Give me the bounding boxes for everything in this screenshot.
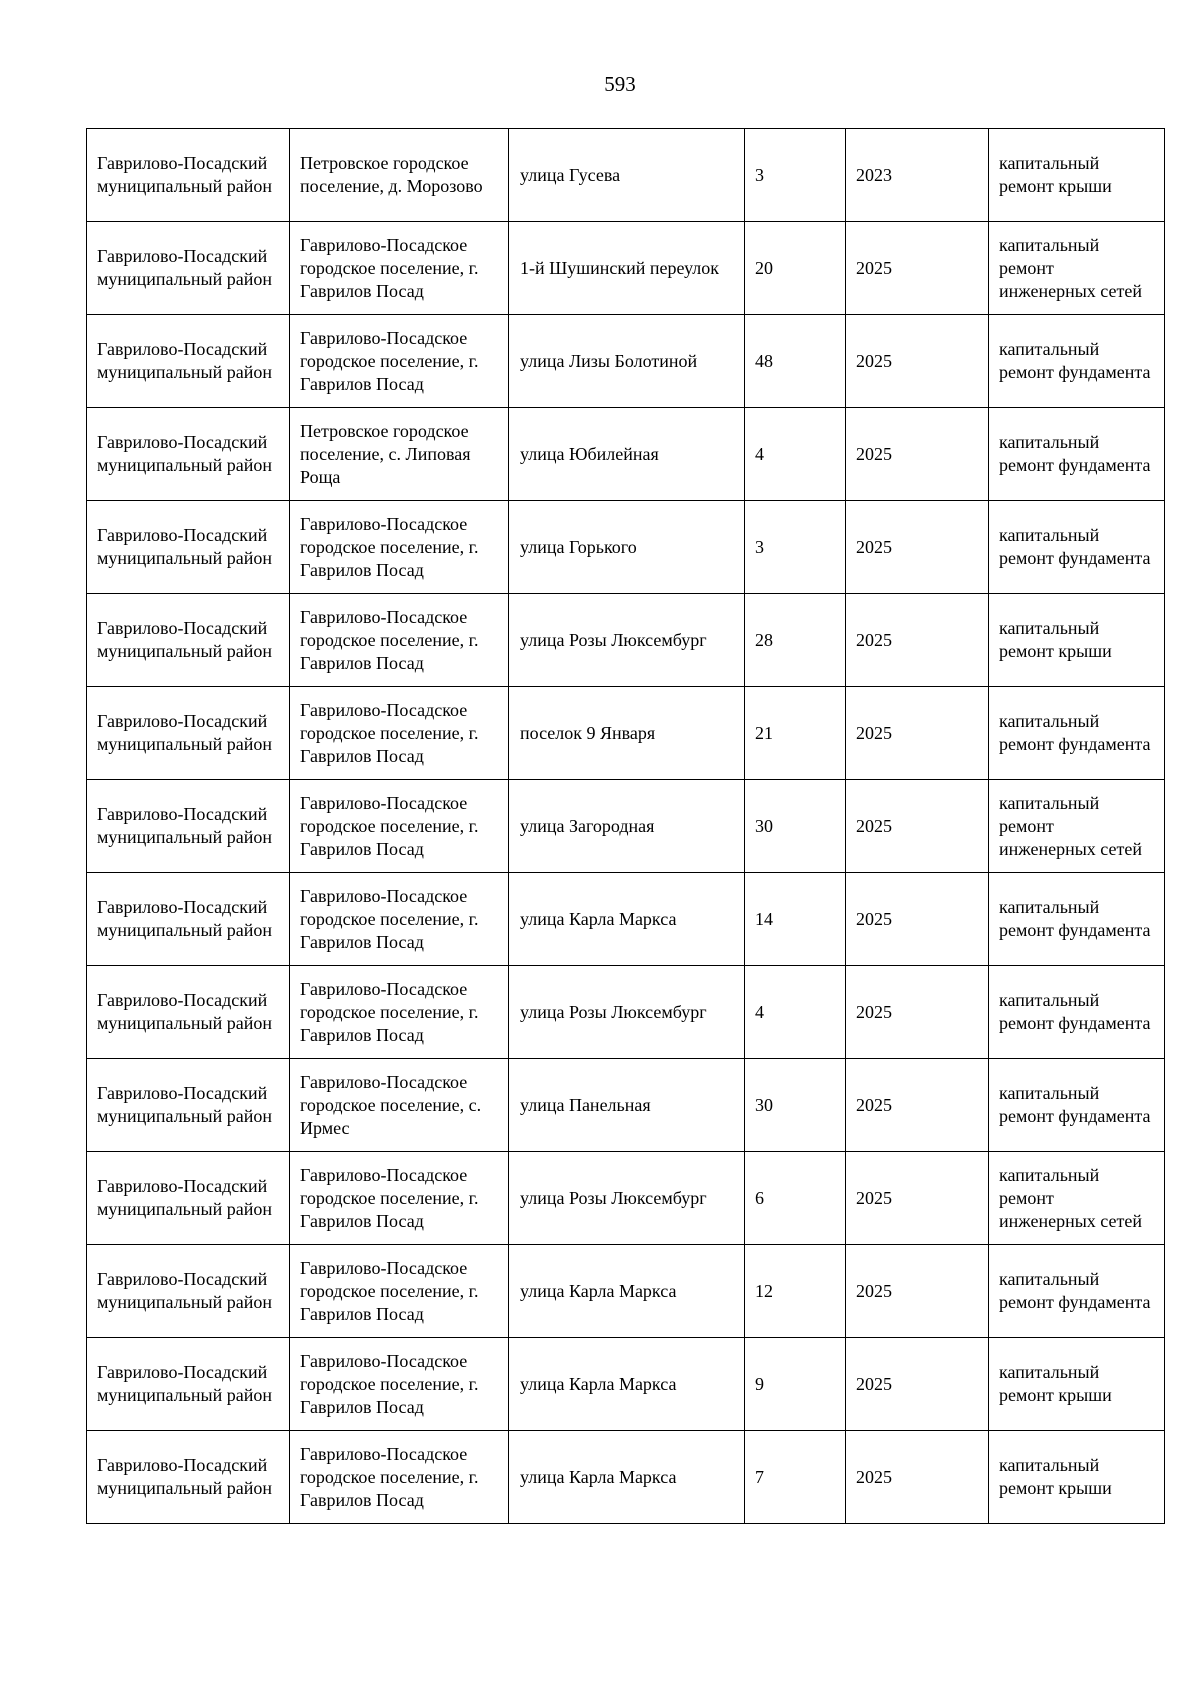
work-type-cell: капитальный ремонт фундамента — [989, 687, 1165, 780]
table-row — [87, 594, 1165, 687]
settlement-cell: Гаврилово-Посадское городское поселение, г. Гаврилов Посад — [290, 1245, 509, 1338]
work-type-cell: капитальный ремонт крыши — [989, 129, 1165, 222]
house-number-cell: 21 — [745, 687, 846, 780]
district-cell: Гаврилово-Посадский муниципальный район — [87, 501, 290, 594]
work-type-cell: капитальный ремонт инженерных сетей — [989, 222, 1165, 315]
settlement-cell: Гаврилово-Посадское городское поселение, г. Гаврилов Посад — [290, 1431, 509, 1524]
settlement-cell: Гаврилово-Посадское городское поселение, г. Гаврилов Посад — [290, 966, 509, 1059]
work-type-cell: капитальный ремонт крыши — [989, 1338, 1165, 1431]
work-type-cell: капитальный ремонт инженерных сетей — [989, 780, 1165, 873]
table-row — [87, 687, 1165, 780]
settlement-cell: Петровское городское поселение, д. Морозово — [290, 129, 509, 222]
house-number-cell: 20 — [745, 222, 846, 315]
house-number-cell: 6 — [745, 1152, 846, 1245]
settlement-cell: Гаврилово-Посадское городское поселение, г. Гаврилов Посад — [290, 501, 509, 594]
table-row — [87, 1059, 1165, 1152]
work-type-cell: капитальный ремонт фундамента — [989, 501, 1165, 594]
table-row — [87, 1431, 1165, 1524]
street-cell: улица Лизы Болотиной — [509, 315, 745, 408]
year-cell: 2025 — [846, 780, 989, 873]
table-row — [87, 1152, 1165, 1245]
year-cell: 2025 — [846, 408, 989, 501]
house-number-cell: 4 — [745, 408, 846, 501]
street-cell: улица Панельная — [509, 1059, 745, 1152]
table-row — [87, 408, 1165, 501]
year-cell: 2025 — [846, 594, 989, 687]
year-cell: 2025 — [846, 966, 989, 1059]
street-cell: улица Гусева — [509, 129, 745, 222]
work-type-cell: капитальный ремонт фундамента — [989, 873, 1165, 966]
work-type-cell: капитальный ремонт фундамента — [989, 315, 1165, 408]
house-number-cell: 7 — [745, 1431, 846, 1524]
year-cell: 2025 — [846, 1059, 989, 1152]
work-type-cell: капитальный ремонт фундамента — [989, 408, 1165, 501]
year-cell: 2025 — [846, 1431, 989, 1524]
street-cell: улица Розы Люксембург — [509, 594, 745, 687]
district-cell: Гаврилово-Посадский муниципальный район — [87, 1059, 290, 1152]
year-cell: 2025 — [846, 1338, 989, 1431]
district-cell: Гаврилово-Посадский муниципальный район — [87, 594, 290, 687]
table-row — [87, 315, 1165, 408]
street-cell: улица Карла Маркса — [509, 1338, 745, 1431]
year-cell: 2025 — [846, 687, 989, 780]
district-cell: Гаврилово-Посадский муниципальный район — [87, 780, 290, 873]
settlement-cell: Петровское городское поселение, с. Липовая Роща — [290, 408, 509, 501]
district-cell: Гаврилово-Посадский муниципальный район — [87, 873, 290, 966]
district-cell: Гаврилово-Посадский муниципальный район — [87, 408, 290, 501]
work-type-cell: капитальный ремонт фундамента — [989, 1245, 1165, 1338]
house-number-cell: 48 — [745, 315, 846, 408]
street-cell: улица Карла Маркса — [509, 1245, 745, 1338]
work-type-cell: капитальный ремонт фундамента — [989, 966, 1165, 1059]
year-cell: 2023 — [846, 129, 989, 222]
table-row — [87, 780, 1165, 873]
year-cell: 2025 — [846, 501, 989, 594]
settlement-cell: Гаврилово-Посадское городское поселение, с. Ирмес — [290, 1059, 509, 1152]
district-cell: Гаврилово-Посадский муниципальный район — [87, 222, 290, 315]
district-cell: Гаврилово-Посадский муниципальный район — [87, 315, 290, 408]
district-cell: Гаврилово-Посадский муниципальный район — [87, 1338, 290, 1431]
house-number-cell: 9 — [745, 1338, 846, 1431]
settlement-cell: Гаврилово-Посадское городское поселение, г. Гаврилов Посад — [290, 687, 509, 780]
house-number-cell: 12 — [745, 1245, 846, 1338]
table-row — [87, 873, 1165, 966]
table-row — [87, 966, 1165, 1059]
street-cell: улица Розы Люксембург — [509, 1152, 745, 1245]
settlement-cell: Гаврилово-Посадское городское поселение, г. Гаврилов Посад — [290, 1338, 509, 1431]
house-number-cell: 14 — [745, 873, 846, 966]
work-type-cell: капитальный ремонт крыши — [989, 1431, 1165, 1524]
table-row — [87, 129, 1165, 222]
street-cell: улица Горького — [509, 501, 745, 594]
year-cell: 2025 — [846, 1245, 989, 1338]
street-cell: улица Юбилейная — [509, 408, 745, 501]
house-number-cell: 30 — [745, 780, 846, 873]
district-cell: Гаврилово-Посадский муниципальный район — [87, 687, 290, 780]
street-cell: улица Карла Маркса — [509, 873, 745, 966]
year-cell: 2025 — [846, 222, 989, 315]
settlement-cell: Гаврилово-Посадское городское поселение, г. Гаврилов Посад — [290, 222, 509, 315]
district-cell: Гаврилово-Посадский муниципальный район — [87, 1431, 290, 1524]
house-number-cell: 28 — [745, 594, 846, 687]
work-type-cell: капитальный ремонт крыши — [989, 594, 1165, 687]
year-cell: 2025 — [846, 873, 989, 966]
district-cell: Гаврилово-Посадский муниципальный район — [87, 129, 290, 222]
table-row — [87, 222, 1165, 315]
settlement-cell: Гаврилово-Посадское городское поселение, г. Гаврилов Посад — [290, 1152, 509, 1245]
street-cell: улица Загородная — [509, 780, 745, 873]
year-cell: 2025 — [846, 1152, 989, 1245]
settlement-cell: Гаврилово-Посадское городское поселение, г. Гаврилов Посад — [290, 594, 509, 687]
work-type-cell: капитальный ремонт инженерных сетей — [989, 1152, 1165, 1245]
street-cell: улица Розы Люксембург — [509, 966, 745, 1059]
table-body — [87, 129, 1165, 1524]
repair-plan-table — [86, 128, 1165, 1524]
work-type-cell: капитальный ремонт фундамента — [989, 1059, 1165, 1152]
street-cell: 1-й Шушинский переулок — [509, 222, 745, 315]
table-row — [87, 1338, 1165, 1431]
settlement-cell: Гаврилово-Посадское городское поселение, г. Гаврилов Посад — [290, 315, 509, 408]
table-row — [87, 1245, 1165, 1338]
house-number-cell: 3 — [745, 129, 846, 222]
table-row — [87, 501, 1165, 594]
district-cell: Гаврилово-Посадский муниципальный район — [87, 1245, 290, 1338]
settlement-cell: Гаврилово-Посадское городское поселение, г. Гаврилов Посад — [290, 873, 509, 966]
settlement-cell: Гаврилово-Посадское городское поселение, г. Гаврилов Посад — [290, 780, 509, 873]
district-cell: Гаврилово-Посадский муниципальный район — [87, 966, 290, 1059]
street-cell: поселок 9 Января — [509, 687, 745, 780]
year-cell: 2025 — [846, 315, 989, 408]
house-number-cell: 30 — [745, 1059, 846, 1152]
page-number: 593 — [604, 72, 636, 96]
street-cell: улица Карла Маркса — [509, 1431, 745, 1524]
house-number-cell: 3 — [745, 501, 846, 594]
house-number-cell: 4 — [745, 966, 846, 1059]
district-cell: Гаврилово-Посадский муниципальный район — [87, 1152, 290, 1245]
